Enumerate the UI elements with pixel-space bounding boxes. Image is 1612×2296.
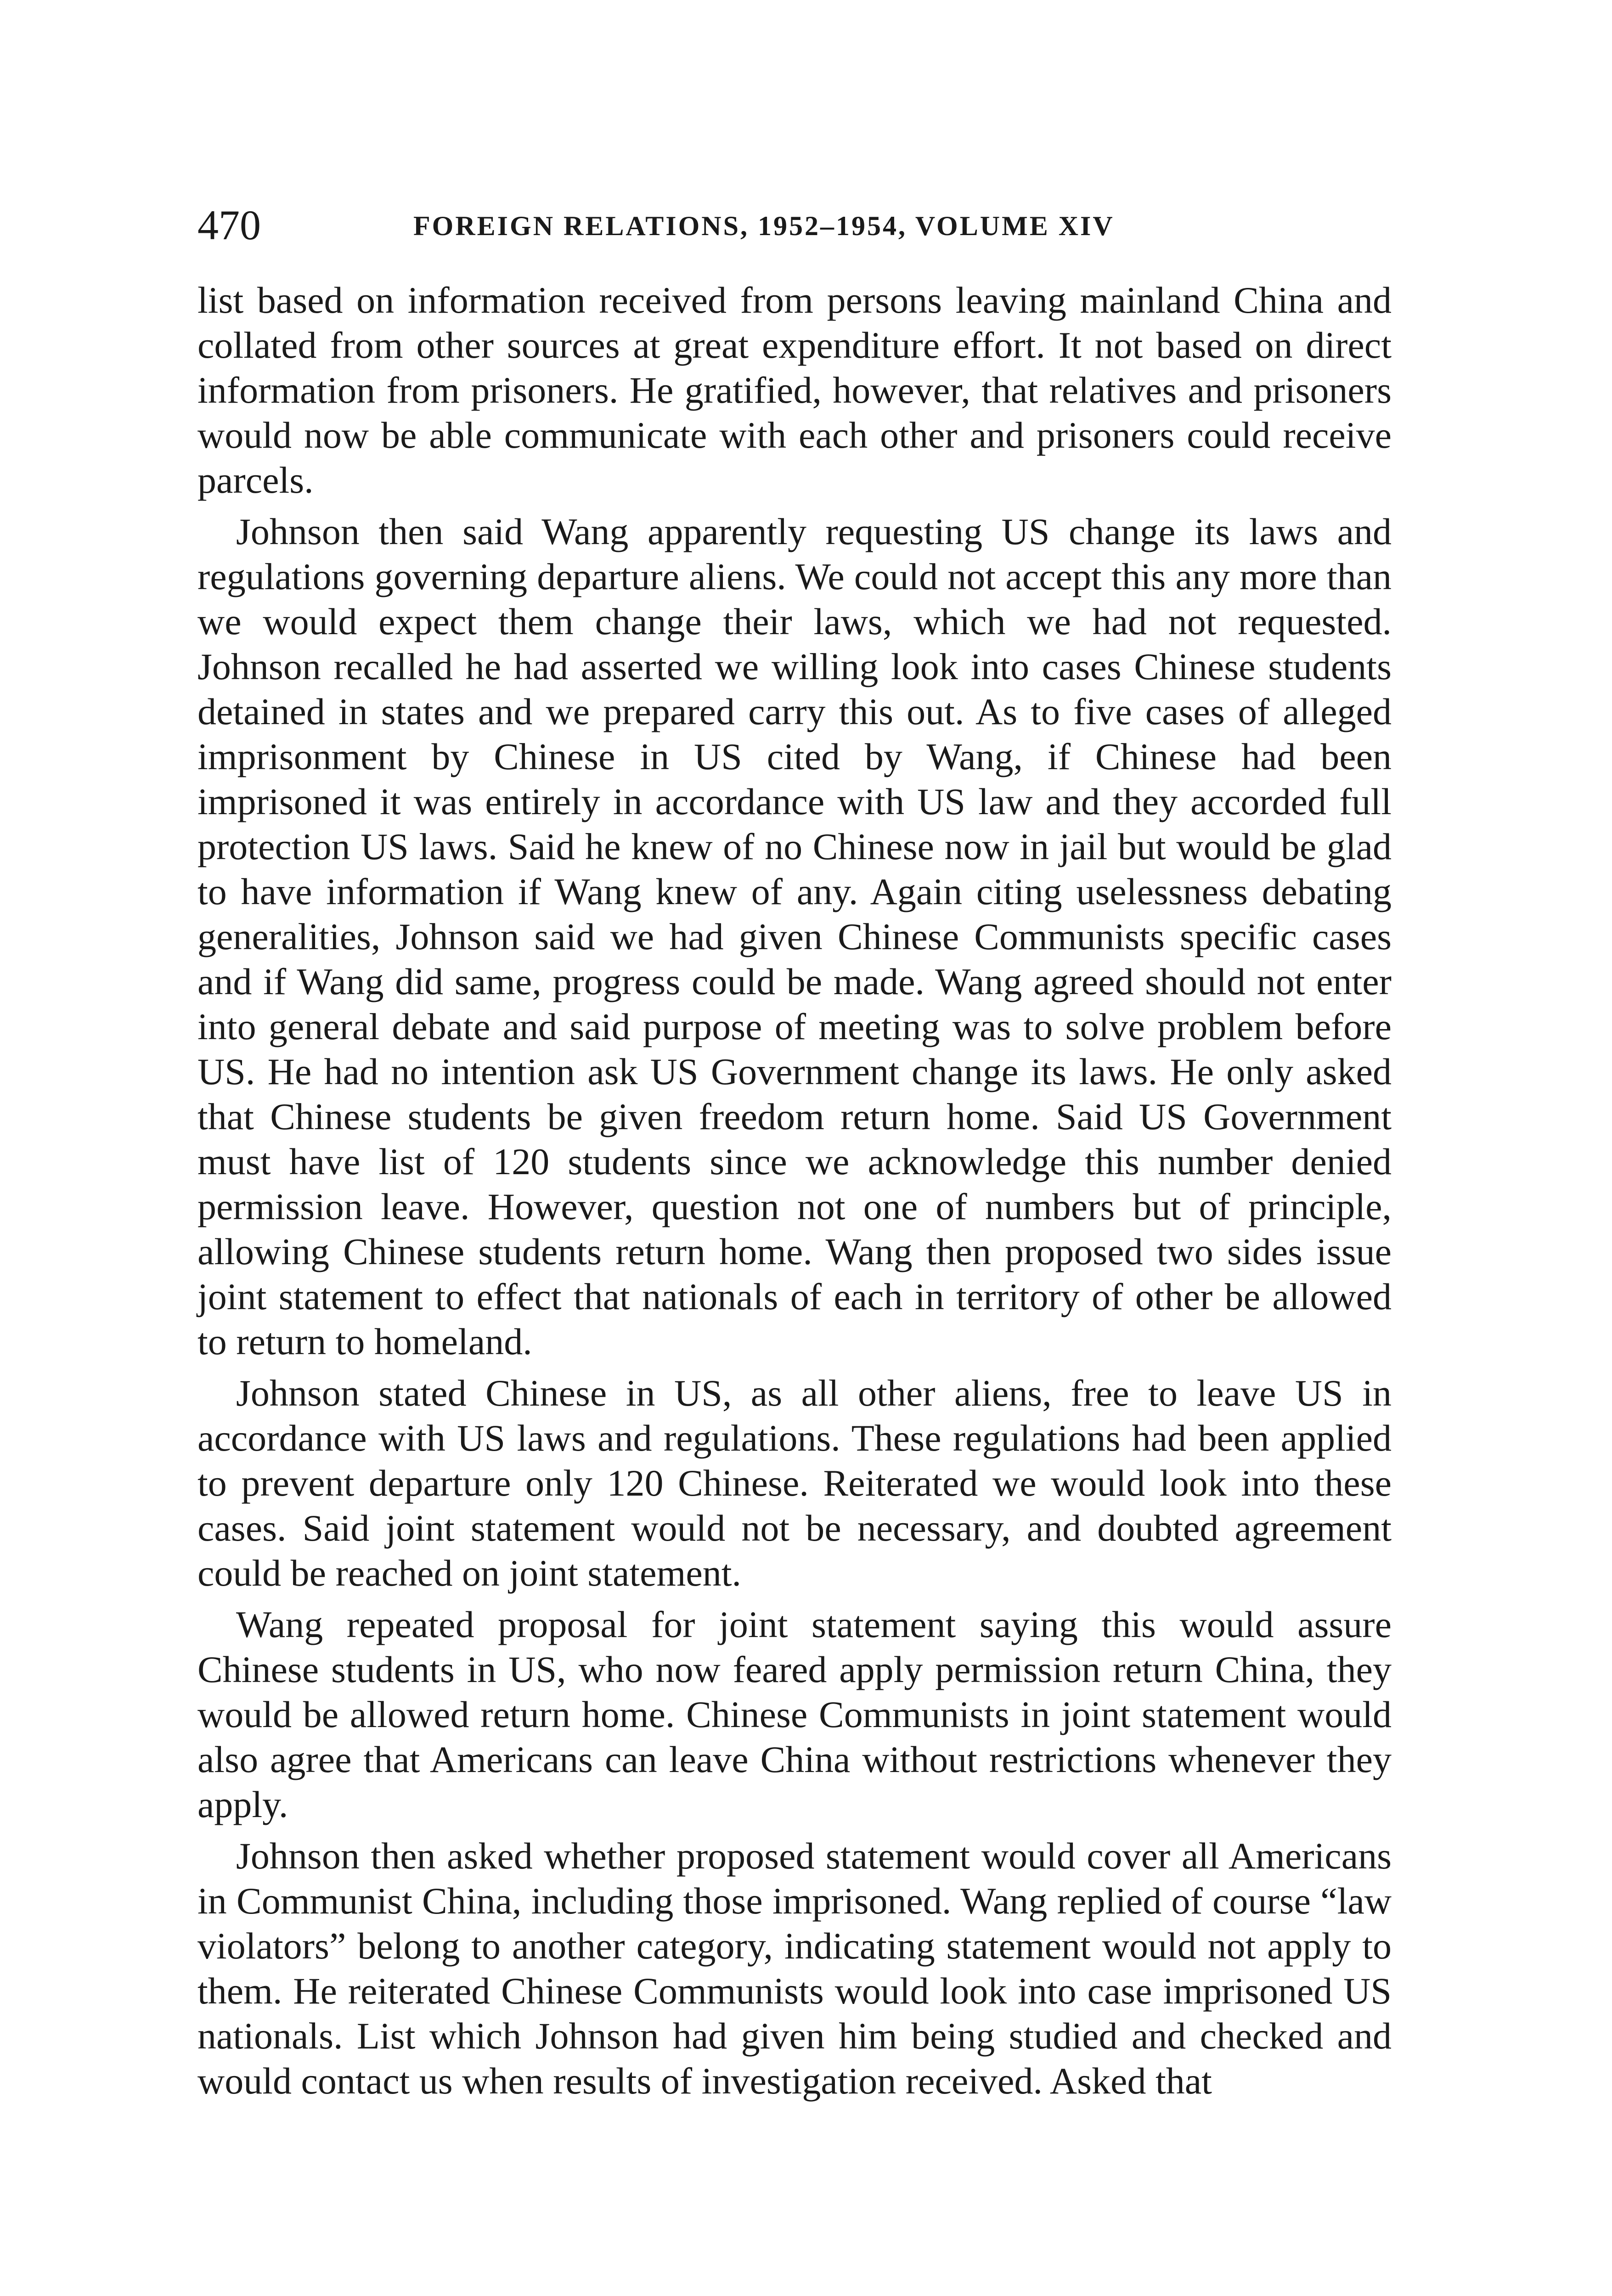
page-number: 470: [197, 202, 261, 248]
paragraph: Wang repeated proposal for joint statement saying this would assure Chinese students in US, who now feared apply permission return China, they would be allowed return home. Chinese Communists in joint statement would also agree that Americans can leave China without restrictions whenever they apply.: [197, 1604, 1392, 1825]
running-title: FOREIGN RELATIONS, 1952–1954, VOLUME XIV: [413, 211, 1115, 241]
paragraph-continuation: list based on information received from persons leaving mainland China and collated from other sources at great expenditure effort. It not based on direct information from prisoners. He gratified, however, that relatives and prisoners would now be able communicate with each other and prisoners could receive parcels.: [197, 279, 1392, 501]
paragraph: Johnson then asked whether proposed statement would cover all Americans in Communist China, including those imprisoned. Wang replied of course “law violators” belong to another category, indicating statement would not apply to them. He reiterated Chinese Communists would look into case imprisoned US nationals. List which Johnson had given him being studied and checked and would contact us when results of investigation received. Asked that: [197, 1835, 1392, 2102]
paragraph: Johnson then said Wang apparently requesting US change its laws and regulations governing departure aliens. We could not accept this any more than we would expect them change their laws, which we had not requested. Johnson recalled he had asserted we willing look into cases Chinese students detained in states and we prepared carry this out. As to five cases of alleged imprisonment by Chinese in US cited by Wang, if Chinese had been imprisoned it was entirely in accordance with US law and they accorded full protection US laws. Said he knew of no Chinese now in jail but would be glad to have information if Wang knew of any. Again citing uselessness debating generalities, Johnson said we had given Chinese Communists specific cases and if Wang did same, progress could be made. Wang agreed should not enter into general debate and said purpose of meeting was to solve problem before US. He had no intention ask US Government change its laws. He only asked that Chinese students be given freedom return home. Said US Government must have list of 120 students since we acknowledge this number denied permission leave. However, question not one of numbers but of principle, allowing Chinese students return home. Wang then proposed two sides issue joint statement to effect that nationals of each in territory of other be allowed to return to homeland.: [197, 511, 1392, 1362]
running-head: [197, 197, 1415, 253]
paragraph: Johnson stated Chinese in US, as all other aliens, free to leave US in accordance with US laws and regulations. These regulations had been applied to prevent departure only 120 Chinese. Reiterated we would look into these cases. Said joint statement would not be necessary, and doubted agreement could be reached on joint statement.: [197, 1372, 1392, 1594]
body-text: [197, 278, 1392, 2110]
